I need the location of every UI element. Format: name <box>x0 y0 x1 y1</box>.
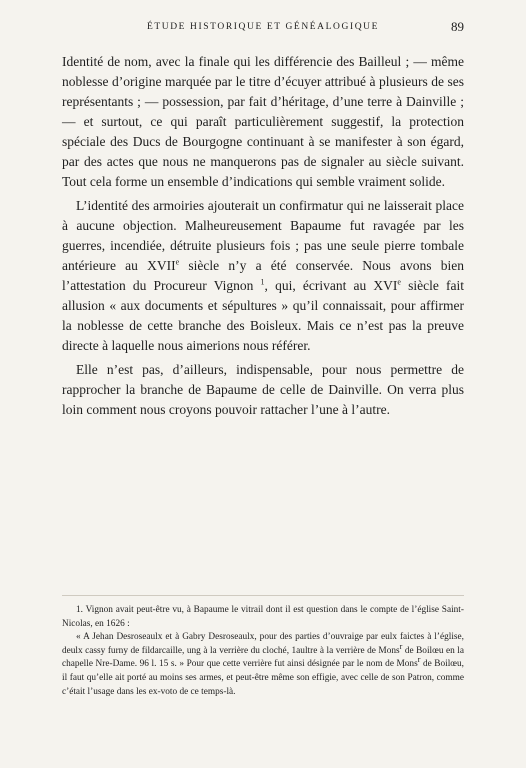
running-title: ÉTUDE HISTORIQUE ET GÉNÉALOGIQUE <box>146 22 380 32</box>
page-header <box>62 19 464 38</box>
paragraph-2-part-d: siècle fait allusion « aux documents et sépultures » qu’il connaissait, pour affirmer la noblesse de cette branche des Boisleux. Mais ce n’est pas la preuve directe à laquelle nous aimerions nous référer. <box>62 278 464 353</box>
footnote-quote-part-c: de Boilœu, il faut qu’elle ait porté au moins ses armes, et peut-être même son effigie, avec celle de son Patron, comme c’était l’usage dans les ex-voto de ce temps-là. <box>62 659 464 697</box>
paragraph-2-part-a: L’identité des armoiries ajouterait un confirmatur qui ne laisserait place à aucune objection. Malheureusement Bapaume fut ravagée par les guerres, incendiée, détruite plusieurs fois ; pas une seule pierre tombale antérieure au XVII <box>62 198 464 273</box>
superscript-e-2: e <box>397 277 401 287</box>
footnote-1-quote <box>62 631 464 699</box>
footnote-quote-part-b: de Boilœu en la chapelle Nre-Dame. 96 l. 15 s. » Pour que cette verrière fut ainsi désignée par le nom de Mons <box>62 645 464 670</box>
paragraph-1: Identité de nom, avec la finale qui les différencie des Bailleul ; — même noblesse d’origine marquée par le titre d’écuyer attribué à plusieurs de ses représentants ; — possession, par fait d’héritage, d’une terre à Dainville ; — et surtout, ce qui paraît particulièrement suggestif, la protection spéciale des Ducs de Bourgogne continuant à se manifester à son égard, par des actes que nous ne manquerons pas de signaler au siècle suivant. Tout cela forme un ensemble d’indications qui semble vraiment solide. <box>62 54 464 189</box>
page-number: 89 <box>451 19 464 34</box>
footnote-quote-part-a: « A Jehan Desroseaulx et à Gabry Desroseaulx, pour des parties d’ouvraige par eulx faictes à l’église, deulx cassy furny de fildarcaille, ung à la verrière du cloché, 1aultre à la verrière de Mons <box>62 632 464 656</box>
footnote-reference-1: 1 <box>260 277 265 287</box>
paragraph-2 <box>62 196 464 356</box>
main-text <box>62 52 464 420</box>
paragraph-3: Elle n’est pas, d’ailleurs, indispensable, pour nous permettre de rapprocher la branche de Bapaume de celle de Dainville. On verra plus loin comment nous croyons pouvoir rattacher l’une à l’autre. <box>62 362 464 417</box>
footnote-separator <box>62 595 464 596</box>
superscript-r-2: r <box>417 655 421 665</box>
paragraph-2-part-c: , qui, écrivant au XVI <box>264 278 398 293</box>
superscript-e-1: e <box>175 257 180 267</box>
superscript-r-1: r <box>399 641 403 651</box>
footnotes <box>62 604 464 699</box>
paragraph-2-part-b: siècle n’y a été conservée. Nous avons bien l’attestation du Procureur Vignon <box>62 258 464 293</box>
footnote-1: 1. Vignon avait peut-être vu, à Bapaume le vitrail dont il est question dans le compte de l’église Saint-Nicolas, en 1626 : <box>62 605 464 629</box>
